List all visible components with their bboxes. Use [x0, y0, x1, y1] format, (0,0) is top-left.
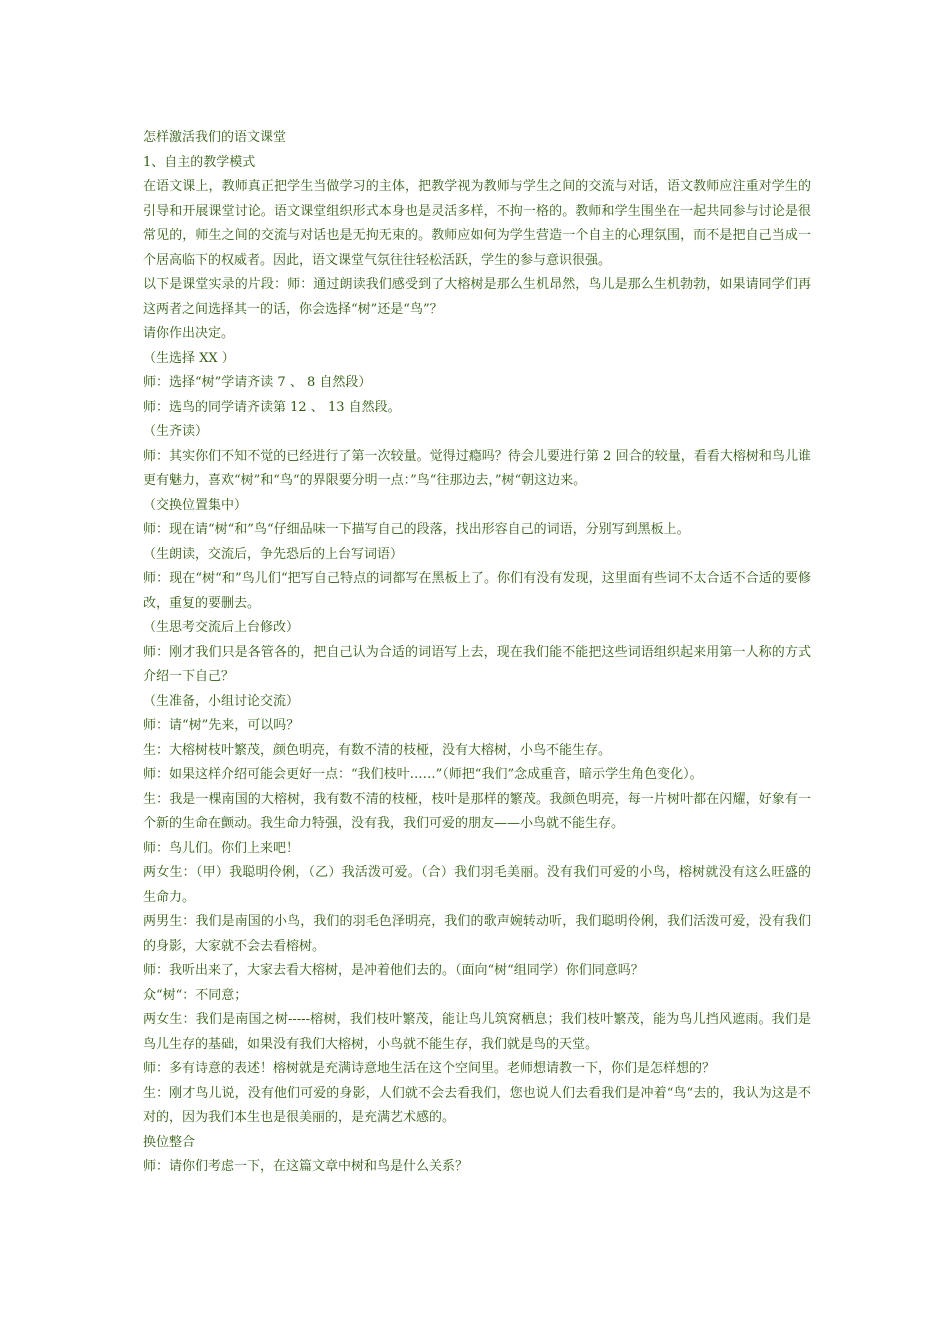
paragraph: 生：大榕树枝叶繁茂，颜色明亮，有数不清的枝桠，没有大榕树，小鸟不能生存。	[143, 742, 612, 758]
paragraph: 师：选鸟的同学请齐读第 12 、 13 自然段。	[143, 399, 401, 415]
paragraph: 师：鸟儿们。你们上来吧！	[143, 840, 300, 856]
paragraph: 生：刚才鸟儿说，没有他们可爱的身影，人们就不会去看我们，您也说人们去看我们是冲着“鸟“去的，我认为这是不对的，因为我们本生也是很美丽的，是充满艺术感的。	[143, 1085, 811, 1125]
paragraph: 两男生：我们是南国的小鸟，我们的羽毛色泽明亮，我们的歌声婉转动听，我们聪明伶俐，我们活泼可爱，没有我们的身影，大家就不会去看榕树。	[143, 914, 811, 954]
paragraph: 生：我是一棵南国的大榕树，我有数不清的枝桠，枝叶是那样的繁茂。我颜色明亮，每一片树叶都在闪耀，好象有一个新的生命在颤动。我生命力特强，没有我，我们可爱的朋友——小鸟就不能生存。	[143, 791, 811, 831]
paragraph: 两女生：（甲）我聪明伶俐，（乙）我活泼可爱。（合）我们羽毛美丽。没有我们可爱的小鸟，榕树就没有这么旺盛的生命力。	[143, 865, 811, 905]
paragraph: 师：现在请“树“和”鸟“仔细品味一下描写自己的段落，找出形容自己的词语，分别写到黑板上。	[143, 522, 690, 537]
paragraph: 师：其实你们不知不觉的已经进行了第一次较量。觉得过瘾吗？待会儿要进行第 2 回合的较量，看看大榕树和鸟儿谁更有魅力，喜欢“树”和“鸟“的界限要分明一点：”鸟“往那边去，”树“朝这边来。	[143, 448, 811, 488]
paragraph: 1、自主的教学模式	[143, 154, 256, 170]
paragraph: 师：如果这样介绍可能会更好一点：“我们枝叶……”（师把“我们”念成重音，暗示学生角色变化）。	[143, 767, 703, 782]
paragraph: （生选择 XX ）	[143, 350, 235, 366]
document-body	[143, 126, 811, 1180]
paragraph: 师：请你们考虑一下，在这篇文章中树和鸟是什么关系？	[143, 1159, 469, 1174]
paragraph: 师：选择“树”学请齐读 7 、 8 自然段）	[143, 375, 372, 390]
paragraph: 师：现在“树“和”鸟儿们“把写自己特点的词都写在黑板上了。你们有没有发现，这里面有些词不太合适不合适的要修改，重复的要删去。	[143, 571, 811, 611]
paragraph: 在语文课上，教师真正把学生当做学习的主体，把教学视为教师与学生之间的交流与对话，语文教师应注重对学生的引导和开展课堂讨论。语文课堂组织形式本身也是灵活多样，不拘一格的。教师和学生围坐在一起共同参与讨论是很常见的，师生之间的交流与对话也是无拘无束的。教师应如何为学生营造一个自主的心理氛围，而不是把自己当成一个居高临下的权威者。因此，语文课堂气氛往往轻松活跃，学生的参与意识很强。	[143, 179, 811, 268]
paragraph: 师：刚才我们只是各管各的，把自己认为合适的词语写上去，现在我们能不能把这些词语组织起来用第一人称的方式介绍一下自己？	[143, 644, 811, 684]
paragraph: 师：多有诗意的表述！榕树就是充满诗意地生活在这个空间里。老师想请教一下，你们是怎样想的？	[143, 1061, 716, 1076]
paragraph: （交换位置集中）	[143, 497, 248, 513]
paragraph: （生齐读）	[143, 424, 209, 439]
paragraph: 师：我听出来了，大家去看大榕树，是冲着他们去的。（面向“树“组同学）你们同意吗？	[143, 963, 644, 978]
paragraph: 请你作出决定。	[143, 326, 235, 341]
document-title: 怎样激活我们的语文课堂	[143, 130, 287, 145]
paragraph: 众“树“：不同意；	[143, 987, 248, 1003]
paragraph: 两女生：我们是南国之树-----榕树，我们枝叶繁茂，能让鸟儿筑窝栖息；我们枝叶繁茂，能为鸟儿挡风遮雨。我们是鸟儿生存的基础，如果没有我们大榕树，小鸟就不能生存，我们就是鸟的天堂。	[143, 1012, 811, 1052]
paragraph: （生朗读，交流后，争先恐后的上台写词语）	[143, 546, 404, 562]
paragraph: （生准备，小组讨论交流）	[143, 693, 300, 709]
paragraph: 师：请“树”先来，可以吗？	[143, 718, 300, 733]
paragraph: 以下是课堂实录的片段：师：通过朗读我们感受到了大榕树是那么生机昂然，鸟儿是那么生机勃勃，如果请同学们再这两者之间选择其一的话，你会选择“树”还是“鸟”？	[143, 277, 811, 317]
paragraph: （生思考交流后上台修改）	[143, 620, 300, 635]
paragraph: 换位整合	[143, 1134, 196, 1150]
